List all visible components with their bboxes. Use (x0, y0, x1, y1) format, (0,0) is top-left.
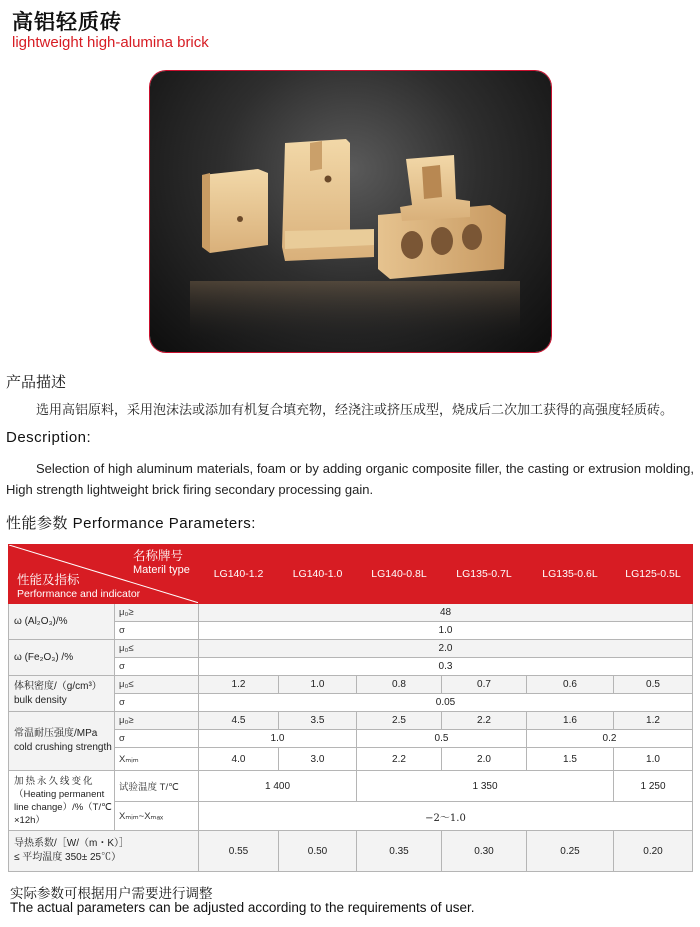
header-name-en: Materil type (133, 564, 190, 576)
table-cell: 3.0 (279, 748, 357, 771)
table-cell: 0.2 (527, 730, 693, 748)
header-indicator-en: Performance and indicator (17, 588, 141, 600)
table-cell: 0.25 (527, 831, 614, 872)
heating-label-en: （Heating permanent line change）/%（T/℃ ×12h） (14, 788, 112, 826)
range-label: Xₘᵢₘ~Xₘₐₓ (115, 802, 199, 831)
sigma-symbol: σ (115, 622, 199, 640)
table-cell: 2.2 (442, 712, 527, 730)
table-cell: 1.6 (527, 712, 614, 730)
table-cell: 4.0 (199, 748, 279, 771)
row-label-al2o3: ω (Al₂O₃)/% (9, 604, 115, 640)
type-header: LG125-0.5L (614, 545, 693, 604)
header-name-zh: 名称牌号 (133, 549, 184, 563)
table-cell: 2.2 (357, 748, 442, 771)
xmin-symbol: Xₘᵢₘ (115, 748, 199, 771)
density-label-en: bulk density (14, 694, 67, 706)
sigma-symbol: σ (115, 658, 199, 676)
mu-symbol: μ₀≥ (115, 604, 199, 622)
note-zh: 实际参数可根据用户需要进行调整 (10, 886, 213, 902)
thermal-label-zh: 导热系数/［W/（m・K）］ (14, 838, 129, 849)
crushing-label-en: cold crushing strength (14, 742, 112, 753)
header-indicator-cell (17, 573, 140, 601)
row-label-heating (9, 771, 115, 831)
row-label-fe2o3: ω (Fe₂O₃) /% (9, 640, 115, 676)
table-cell: 1.2 (199, 676, 279, 694)
table-cell: 1.2 (614, 712, 693, 730)
type-header: LG135-0.6L (527, 545, 614, 604)
table-cell: 0.8 (357, 676, 442, 694)
parameters-table (8, 544, 693, 872)
mu-symbol: μ₀≤ (115, 676, 199, 694)
table-cell: −2～1.0 (199, 802, 693, 831)
table-cell: 0.20 (614, 831, 693, 872)
table-cell: 0.5 (357, 730, 527, 748)
table-cell: 2.5 (357, 712, 442, 730)
description-heading: Description: (6, 429, 92, 446)
table-cell: 0.35 (357, 831, 442, 872)
row-label-crushing (9, 712, 115, 771)
performance-heading: 性能参数 Performance Parameters: (6, 515, 256, 532)
table-cell: 0.3 (199, 658, 693, 676)
table-cell: 1 250 (614, 771, 693, 802)
crushing-label-zh: 常温耐压强度/MPa (14, 728, 98, 739)
sigma-symbol: σ (115, 694, 199, 712)
description-text: Selection of high aluminum materials, foam or by adding organic composite filler, the casting or extrusion molding, High strength lightweight brick firing secondary processing gain. (6, 461, 694, 497)
table-cell: 0.6 (527, 676, 614, 694)
row-label-density (9, 676, 115, 712)
table-row (9, 831, 693, 872)
table-row (9, 640, 693, 658)
type-header: LG135-0.7L (442, 545, 527, 604)
table-row (9, 604, 693, 622)
density-label-zh: 体积密度/（g/cm³） (14, 680, 102, 692)
table-cell: 0.7 (442, 676, 527, 694)
table-cell: 0.30 (442, 831, 527, 872)
heating-label-zh: 加热永久线变化 (14, 775, 95, 787)
table-cell: 1.0 (199, 730, 357, 748)
table-cell: 1.0 (614, 748, 693, 771)
product-text: 选用高铝原料，采用泡沫法或添加有机复合填充物，经浇注或挤压成型，烧成后二次加工获得的高强度轻质砖。 (36, 403, 674, 418)
header-diagonal-cell (9, 545, 199, 604)
sigma-symbol: σ (115, 730, 199, 748)
table-cell: 0.05 (199, 694, 693, 712)
type-header: LG140-1.0 (279, 545, 357, 604)
table-cell: 4.5 (199, 712, 279, 730)
page-title: 高铝轻质砖 (12, 10, 122, 34)
table-cell: 1 400 (199, 771, 357, 802)
table-cell: 1.0 (199, 622, 693, 640)
product-heading: 产品描述 (6, 373, 67, 391)
table-cell: 2.0 (199, 640, 693, 658)
table-cell: 0.55 (199, 831, 279, 872)
brick-illustration (150, 71, 551, 352)
header-name-cell (133, 549, 190, 577)
row-label-thermal (9, 831, 199, 872)
table-cell: 2.0 (442, 748, 527, 771)
product-photo (150, 71, 551, 352)
table-row (9, 771, 693, 802)
table-cell: 3.5 (279, 712, 357, 730)
temp-label: 试验温度 T/℃ (115, 771, 199, 802)
table-cell: 1 350 (357, 771, 614, 802)
table-row (9, 676, 693, 694)
type-header: LG140-1.2 (199, 545, 279, 604)
header-indicator-zh: 性能及指标 (17, 573, 80, 587)
table-row (9, 712, 693, 730)
thermal-label-zh2: ≤ 平均温度 350± 25℃） (14, 852, 122, 863)
table-cell: 1.0 (279, 676, 357, 694)
table-cell: 0.5 (614, 676, 693, 694)
type-header: LG140-0.8L (357, 545, 442, 604)
table-cell: 0.50 (279, 831, 357, 872)
mu-symbol: μ₀≤ (115, 640, 199, 658)
note-en: The actual parameters can be adjusted according to the requirements of user. (10, 900, 475, 915)
page-subtitle: lightweight high-alumina brick (12, 34, 209, 51)
table-header-row (9, 545, 693, 604)
mu-symbol: μ₀≥ (115, 712, 199, 730)
table-cell: 48 (199, 604, 693, 622)
table-cell: 1.5 (527, 748, 614, 771)
